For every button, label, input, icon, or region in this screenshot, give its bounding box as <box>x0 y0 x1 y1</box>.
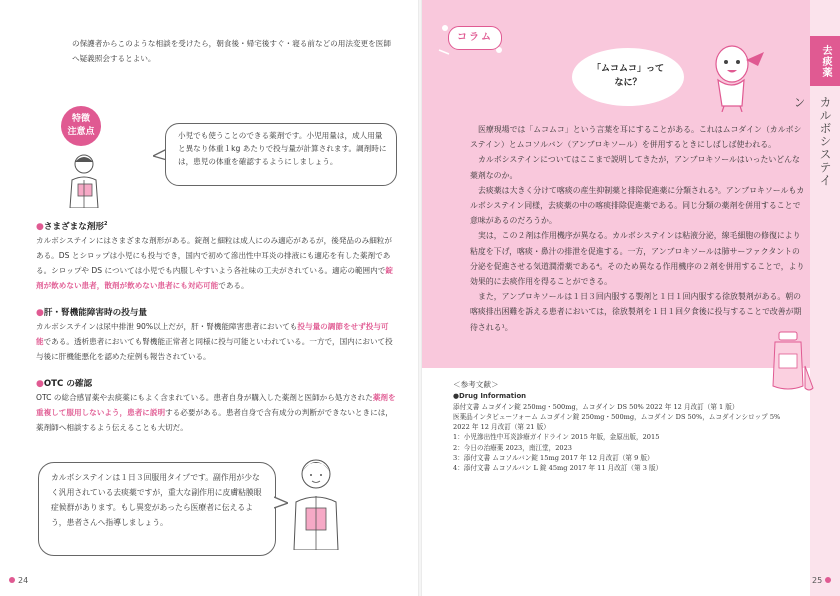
column-paragraph: カルボシステインについてはここまで説明してきたが，アンブロキソールはいったいどんな薬剤なのか。 <box>470 155 800 180</box>
column-paragraph: 去痰薬は大きく分けて喀痰の産生抑制薬と排除促進薬に分類される³。アンブロキソールもカルボシステイン同様，去痰薬の中の喀痰排除促進薬である。同じ分類の薬剤を併用することで意味があるのだろうか。 <box>470 185 805 226</box>
tip-bubble: 小児でも使うことのできる薬剤です。小児用量は，成人用量と異なり体重１kg あたりで投与量が計算されます。調剤時には，患児の体重を確認するようにしましょう。 <box>165 123 397 186</box>
intro-text: の保護者からこのような相談を受けたら，朝食後・帰宅後すぐ・寝る前などの用法変更を医師へ疑義照会するとよい。 <box>72 39 391 63</box>
gutter <box>418 0 422 596</box>
reference-item: 4：添付文書 ムコソルバン L 錠 45mg 2017 年 11 月改訂（第 3 版） <box>453 464 663 473</box>
references <box>453 380 813 474</box>
references-heading: ＜参考文献＞ <box>453 380 499 389</box>
bullet-icon: ● <box>36 379 44 389</box>
feature-badge <box>57 106 107 154</box>
bullet-icon: ● <box>36 222 44 232</box>
question-line1: 「ムコムコ」って <box>591 64 664 74</box>
side-strip <box>792 0 840 596</box>
column-paragraph: 実は，この２剤は作用機序が異なる。カルボシステインは粘液分泌，線毛細胞の修復により粘度を下げ，喀痰・鼻汁の排泄を促進する。一方，アンブロキソールは肺サーファクタントの分泌を促進させる気道潤滑薬である⁴。そのため異なる作用機序の２剤を併用することで，より効果的に去痰作用を得ることができる。 <box>470 231 805 287</box>
column-body <box>470 122 805 335</box>
category-tab: 去痰薬 <box>810 36 840 86</box>
reference-item: 2022 年 12 月改訂（第 21 版） <box>453 423 550 432</box>
reference-item: 1：小児滲出性中耳炎診療ガイドライン 2015 年版，金原出版，2015 <box>453 433 660 442</box>
page-number-right: 25 <box>812 576 834 585</box>
column-paragraph: 医療現場では「ムコムコ」という言葉を耳にすることがある。これはムコダイン（カルボシステイン）とムコソルバン（アンブロキソール）を併用するときにしばしば使われる。 <box>470 125 802 150</box>
question-bubble <box>572 48 684 106</box>
question-line2: なに？ <box>614 78 642 88</box>
section-heading: ●さまざまな剤形$^2$ <box>36 221 108 232</box>
reference-item: 医薬品インタビューフォーム ムコダイン錠 250mg・500mg，ムコダイン DS 50%，ムコダインシロップ 5% <box>453 412 781 421</box>
pharmacist-holding-card-icon <box>286 454 346 550</box>
section-heading: ●肝・腎機能障害時の投与量 <box>36 308 147 318</box>
references-subheading: ●Drug Information <box>453 392 527 401</box>
reference-item: 2：今日の治療薬 2023，南江堂，2023 <box>453 443 572 452</box>
section-heading: ●OTC の確認 <box>36 379 93 389</box>
section-body: カルボシステインにはさまざまな剤形がある。錠剤と細粒は成人にのみ適応があるが，後発品のみ細粒がある。DS とシロップは小児にも投与でき，国内で初めて滲出性中耳炎の排液にも適応を有した薬剤である。シロップや DS については小児でも内服しやすいよう各社味の工夫がされている。適応の範囲内で錠剤が飲めない患者，散剤が飲めない患者にも対応可能である。 <box>36 236 393 290</box>
section-body: OTC の総合感冒薬や去痰薬にもよく含まれている。患者自身が購入した薬剤と医師から処方された薬剤を重複して服用しないよう，患者に説明する必要がある。患者自身で含有成分の判断ができないときには，薬剤師へ相談するよう伝えることも大切だ。 <box>36 393 396 432</box>
section-otc <box>36 377 396 435</box>
section-body: カルボシステインは尿中排泄 90%以上だが，肝・腎機能障害患者においても投与量の調節をせず投与可能である。透析患者においても腎機能正常者と同様に投与可能といわれている。一方で，国内において投与後に肝機能悪化を認めた症例も報告されている。 <box>36 322 393 361</box>
column-label: コラム <box>448 26 502 50</box>
pharmacist-illustration-icon <box>64 152 108 208</box>
reference-item: 添付文書 ムコダイン錠 250mg・500mg，ムコダイン DS 50% 2022 年 12 月改訂（第 1 版） <box>453 402 739 411</box>
section-liver-kidney <box>36 306 396 364</box>
mascot-character-icon <box>708 40 768 112</box>
page-number-left: 24 <box>6 576 28 585</box>
column-paragraph: また，アンブロキソールは１日３回内服する製剤と１日１回内服する徐放製剤がある。朝の喀痰排出困難を訴える患者においては，徐放製剤を１日１回夕食後に投与することで改善が期待される¹。 <box>470 292 802 332</box>
badge-circle <box>61 106 101 146</box>
badge-line2: 注意点 <box>67 127 95 137</box>
drug-side-title: カルボシステイン <box>792 96 832 187</box>
guidance-bubble: カルボシステインは１日３回服用タイプです。副作用が少なく汎用されている去痰薬ですが，重大な副作用に皮膚粘膜眼症候群があります。もし異変があったら医療者に伝えるよう，患者さんへ指導しましょう。 <box>38 462 276 556</box>
reference-item: 3：添付文書 ムコソルバン錠 15mg 2017 年 12 月改訂（第 9 版） <box>453 454 654 463</box>
badge-line1: 特徴 <box>71 114 90 124</box>
bullet-icon: ● <box>36 308 44 318</box>
section-dosage-forms <box>36 220 396 293</box>
